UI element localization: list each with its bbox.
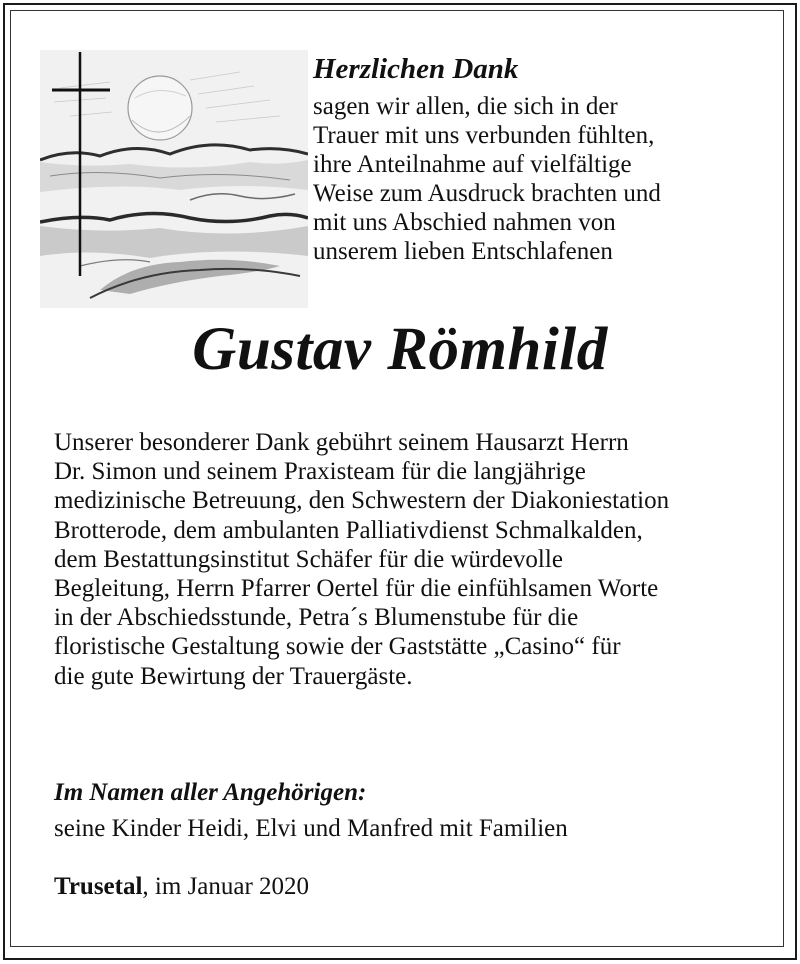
body-line: floristische Gestaltung sowie der Gaststätte „Casino“ für — [54, 633, 621, 661]
intro-line: unserem lieben Entschlafenen — [313, 238, 613, 265]
body-line: in der Abschiedsstunde, Petra´s Blumenstube für die — [54, 604, 579, 632]
body-line: Unserer besonderer Dank gebührt seinem Hausarzt Herrn — [54, 429, 629, 456]
deceased-name: Gustav Römhild — [192, 316, 608, 383]
mourners-line: seine Kinder Heidi, Elvi und Manfred mit Familien — [54, 815, 568, 842]
body-line: Brotterode, dem ambulanten Palliativdienst Schmalkalden, — [54, 516, 643, 544]
body-line: medizinische Betreuung, den Schwestern der Diakoniestation — [54, 487, 670, 515]
intro-line: sagen wir allen, die sich in der — [313, 93, 618, 120]
intro-line: Weise zum Ausdruck brachten und — [313, 180, 661, 207]
thanks-intro — [313, 52, 773, 266]
body-line: Dr. Simon und seinem Praxisteam für die langjährige — [54, 458, 586, 486]
place-name: Trusetal — [54, 873, 143, 900]
intro-heading: Herzlichen Dank — [313, 53, 519, 85]
memorial-illustration — [40, 50, 308, 308]
signoff-heading: Im Namen aller Angehörigen: — [54, 779, 367, 806]
body-line: Begleitung, Herrn Pfarrer Oertel für die einfühlsamen Worte — [54, 575, 659, 603]
thanks-body — [54, 428, 754, 691]
place-date — [54, 872, 309, 902]
date-text: , im Januar 2020 — [142, 873, 310, 900]
sun-icon — [128, 76, 192, 140]
intro-line: mit uns Abschied nahmen von — [313, 209, 616, 236]
signoff — [54, 778, 754, 844]
body-line: dem Bestattungsinstitut Schäfer für die würdevolle — [54, 545, 563, 573]
intro-line: ihre Anteilnahme auf vielfältige — [313, 151, 632, 178]
body-line: die gute Bewirtung der Trauergäste. — [54, 662, 413, 690]
intro-line: Trauer mit uns verbunden fühlten, — [313, 122, 655, 149]
